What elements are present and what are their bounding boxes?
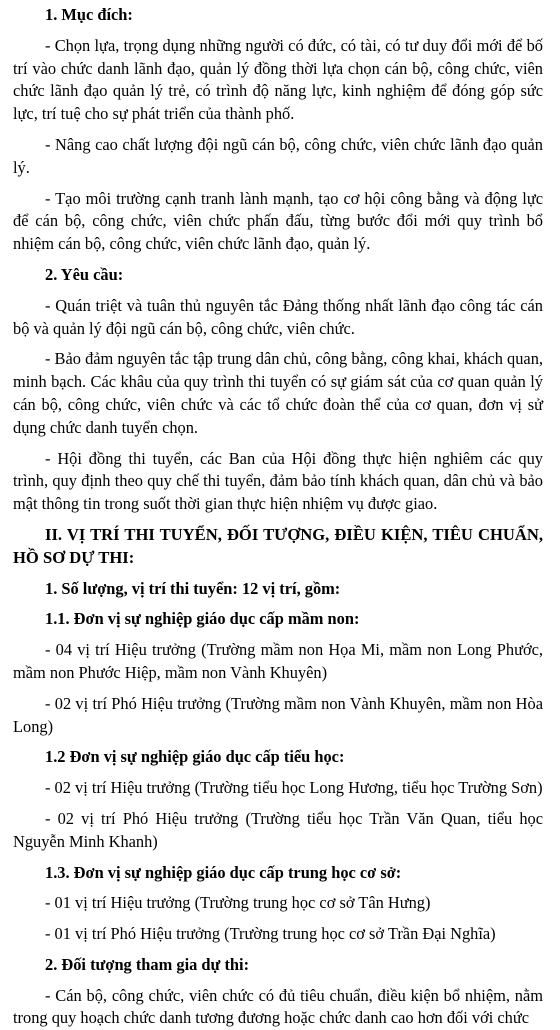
paragraph: - Hội đồng thi tuyển, các Ban của Hội đồng thực hiện nghiêm các quy trình, quy định theo quy chế thi tuyển, đảm bảo tính khách quan, dân chủ và bảo mật thông tin trong suốt thời gian thực hiện nhiệm vụ được giao. [13, 448, 543, 514]
heading-secondary: 1.3. Đơn vị sự nghiệp giáo dục cấp trung học cơ sở: [45, 862, 402, 882]
heading-primary: 1.2 Đơn vị sự nghiệp giáo dục cấp tiểu học: [45, 747, 345, 767]
heading-purpose: 1. Mục đích: [45, 5, 133, 24]
paragraph: - Nâng cao chất lượng đội ngũ cán bộ, công chức, viên chức lãnh đạo quản lý. [13, 134, 543, 177]
heading-quantity: 1. Số lượng, vị trí thi tuyển: 12 vị trí, gồm: [45, 578, 341, 598]
paragraph: - 02 vị trí Phó Hiệu trưởng (Trường mầm non Vành Khuyên, mầm non Hòa Long) [13, 693, 543, 736]
heading-requirements: 2. Yêu cầu: [45, 264, 124, 284]
paragraph: - Quán triệt và tuân thủ nguyên tắc Đảng thống nhất lãnh đạo công tác cán bộ và quản lý đội ngũ cán bộ, công chức, viên chức. [13, 295, 543, 338]
paragraph: - Chọn lựa, trọng dụng những người có đức, có tài, có tư duy đổi mới để bố trí vào chức danh lãnh đạo, quản lý đồng thời lựa chọn cán bộ, công chức, viên chức lãnh đạo quản lý trẻ, có trình độ năng lực, kinh nghiệm để đóng góp sức lực, trí tuệ cho sự phát triển của thành phố. [13, 35, 543, 124]
paragraph: - Cán bộ, công chức, viên chức có đủ tiêu chuẩn, điều kiện bổ nhiệm, nằm trong quy hoạch chức danh tương đương hoặc chức danh cao hơn đối với chức [13, 985, 543, 1028]
paragraph: - 01 vị trí Phó Hiệu trưởng (Trường trung học cơ sở Trần Đại Nghĩa) [45, 924, 496, 944]
heading-candidates: 2. Đối tượng tham gia dự thi: [45, 954, 250, 974]
paragraph: - 02 vị trí Hiệu trưởng (Trường tiểu học Long Hương, tiểu học Trường Sơn) [45, 778, 543, 798]
paragraph: - 01 vị trí Hiệu trưởng (Trường trung học cơ sở Tân Hưng) [45, 893, 431, 913]
paragraph: - Bảo đảm nguyên tắc tập trung dân chủ, công bằng, công khai, khách quan, minh bạch. Các khâu của quy trình thi tuyển có sự giám sát của cơ quan quản lý cán bộ, công chức, viên chức và các tổ chức đoàn thể của cơ quan, đơn vị sử dụng chức danh tuyển chọn. [13, 349, 543, 437]
section-heading: II. VỊ TRÍ THI TUYỂN, ĐỐI TƯỢNG, ĐIỀU KIỆN, TIÊU CHUẨN, HỒ SƠ DỰ THI: [13, 524, 543, 567]
heading-preschool: 1.1. Đơn vị sự nghiệp giáo dục cấp mầm non: [45, 609, 360, 629]
paragraph: - 02 vị trí Phó Hiệu trưởng (Trường tiểu học Trần Văn Quan, tiểu học Nguyễn Minh Khanh) [13, 808, 543, 851]
paragraph: - Tạo môi trường cạnh tranh lành mạnh, tạo cơ hội công bằng và động lực để cán bộ, công chức, viên chức phấn đấu, từng bước đổi mới quy trình bổ nhiệm cán bộ, công chức, viên chức lãnh đạo, quản lý. [13, 188, 543, 254]
paragraph: - 04 vị trí Hiệu trưởng (Trường mầm non Họa Mi, mầm non Long Phước, mầm non Phước Hiệp, mầm non Vành Khuyên) [13, 640, 543, 682]
